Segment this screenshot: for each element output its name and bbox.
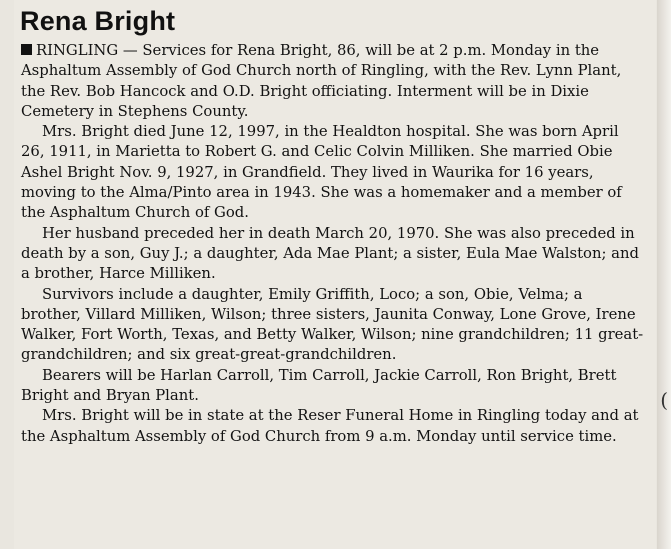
obituary-paragraph: Her husband preceded her in death March 20, 1970. She was also preceded in death by a son, Guy J.; a daughter, Ada Mae Plant; a sister, Eula Mae Walston; and a brother, Harce Milliken. [21, 224, 640, 283]
obituary-headline: Rena Bright [20, 6, 176, 36]
square-bullet-icon [21, 44, 32, 55]
obituary-paragraph: Survivors include a daughter, Emily Griffith, Loco; a son, Obie, Velma; a brother, Villard Milliken, Wilson; three sisters, Jaunita Conway, Lone Grove, Irene Walker, Fort Worth, Texas, and Betty Walker, Wilson; nine grandchildren; 11 great-grandchildren; and six great-great-grandchildren. [21, 285, 644, 364]
obituary-paragraph [21, 41, 646, 122]
obituary-body [21, 41, 646, 447]
obituary-paragraph: Bearers will be Harlan Carroll, Tim Carroll, Jackie Carroll, Ron Bright, Brett Bright and Bryan Plant. [21, 366, 617, 405]
adjacent-column-edge [657, 0, 671, 549]
paragraph-text: — Services for Rena Bright, 86, will be at 2 p.m. Monday in the Asphaltum Assembly of God Church north of Ringling, with the Rev. Lynn Plant, the Rev. Bob Hancock and O.D. Bright officiating. Interment will be in Dixie Cemetery in Stephens County. [21, 42, 622, 120]
obituary-paragraph: Mrs. Bright will be in state at the Reser Funeral Home in Ringling today and at the Asphaltum Assembly of God Church from 9 a.m. Monday until service time. [21, 407, 639, 445]
dateline: RINGLING [36, 42, 119, 59]
edge-parenthesis-mark: ( [660, 388, 668, 412]
obituary-paragraph: Mrs. Bright died June 12, 1997, in the Healdton hospital. She was born April 26, 1911, in Marietta to Robert G. and Celic Colvin Milliken. She married Obie Ashel Bright Nov. 9, 1927, in Grandfield. They lived in Waurika for 16 years, moving to the Alma/Pinto area in 1943. She was a homemaker and a member of the Asphaltum Church of God. [21, 123, 622, 222]
